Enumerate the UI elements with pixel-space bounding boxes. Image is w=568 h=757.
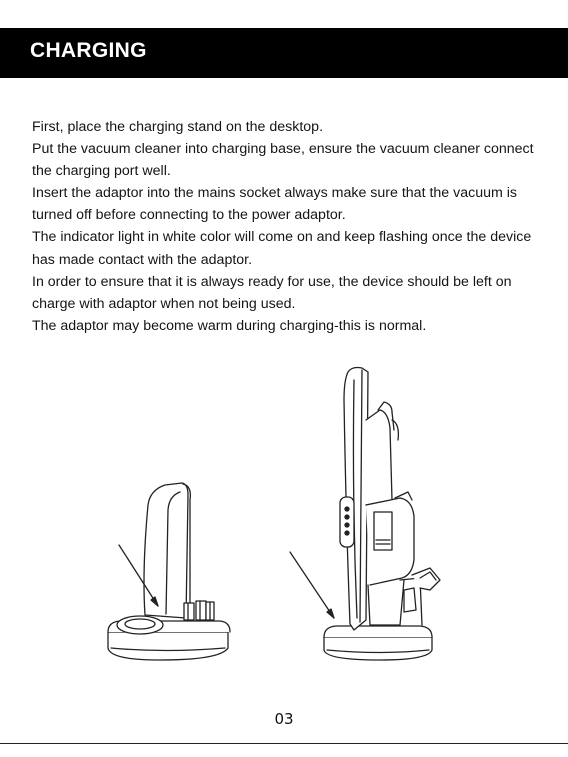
instruction-paragraph: In order to ensure that it is always ready for use, the device should be left on charge with adaptor when not being used. (32, 273, 512, 312)
instruction-paragraph: The indicator light in white color will come on and keep flashing once the device has made contact with the adaptor. (32, 229, 532, 268)
charging-illustration (0, 360, 568, 670)
section-header (0, 28, 568, 78)
page-number: 03 (274, 710, 294, 728)
instruction-paragraph: Insert the adaptor into the mains socket always make sure that the vacuum is turned off before connecting to the power adaptor. (32, 185, 517, 224)
footer-divider (0, 743, 568, 744)
section-title: CHARGING (30, 39, 147, 62)
vacuum-on-stand-illustration (290, 368, 440, 661)
instruction-paragraph: The adaptor may become warm during charging-this is normal. (32, 317, 427, 334)
instruction-paragraph: First, place the charging stand on the desktop. (32, 119, 324, 135)
instruction-paragraph: Put the vacuum cleaner into charging base, ensure the vacuum cleaner connect the charging port well. (32, 141, 534, 180)
instructions-text (32, 116, 552, 337)
charging-stand-illustration (108, 483, 230, 660)
